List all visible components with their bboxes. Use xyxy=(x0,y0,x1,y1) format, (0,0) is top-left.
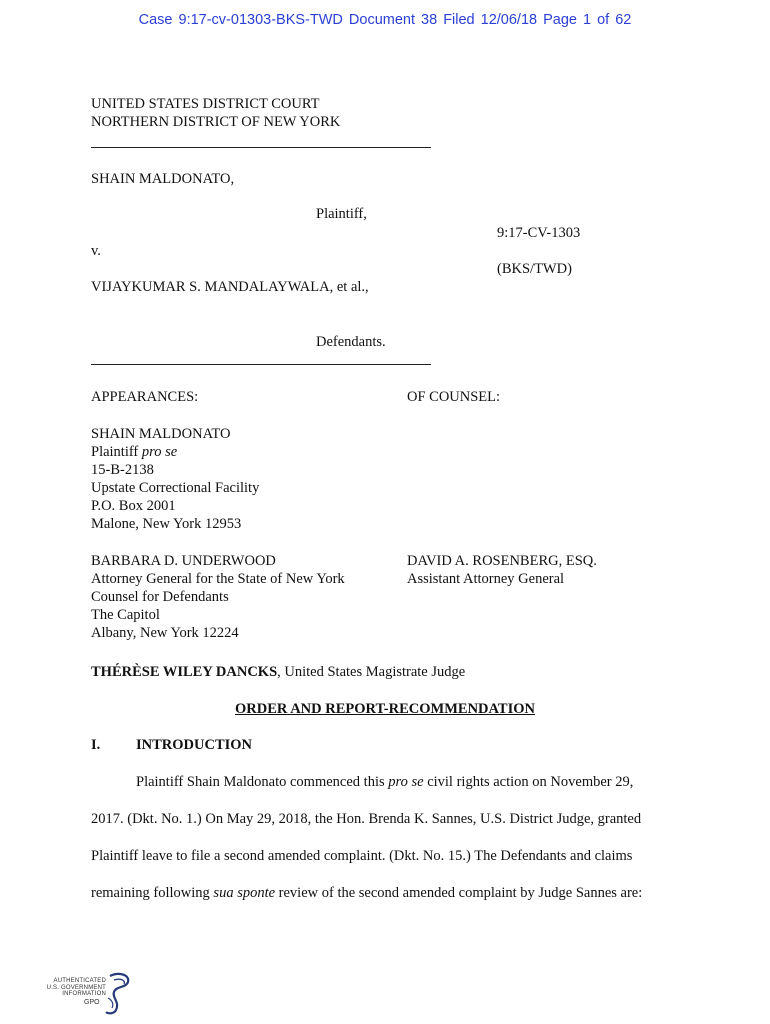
defense-block-city: Albany, New York 12224 xyxy=(91,625,239,641)
logo-gpo: GPO xyxy=(84,999,100,1006)
plaintiff-block-role: Plaintiff pro se xyxy=(91,444,178,460)
defense-block xyxy=(91,552,345,642)
caption-rule-bottom xyxy=(91,364,431,365)
docket-stamp: Case 9:17-cv-01303-BKS-TWD Document 38 Filed 12/06/18 Page 1 of 62 xyxy=(138,12,632,28)
logo-text: AUTHENTICATED U.S. GOVERNMENT INFORMATION xyxy=(46,978,106,997)
plaintiff-block-city: Malone, New York 12953 xyxy=(91,516,242,532)
appearances-heading: APPEARANCES: xyxy=(91,389,199,405)
judge-name: THÉRÈSE WILEY DANCKS xyxy=(91,664,278,680)
paragraph-line-1: Plaintiff Shain Maldonato commenced this pro se civil rights action on November 29, xyxy=(136,774,634,790)
defendant-name: VIJAYKUMAR S. MANDALAYWALA, et al., xyxy=(91,279,369,295)
plaintiff-name: SHAIN MALDONATO, xyxy=(91,171,235,187)
caption-rule-top xyxy=(91,147,431,148)
judge-title: , United States Magistrate Judge xyxy=(277,664,466,680)
court-name: UNITED STATES DISTRICT COURT xyxy=(91,96,320,112)
order-title: ORDER AND REPORT-RECOMMENDATION xyxy=(235,701,535,717)
court-district: NORTHERN DISTRICT OF NEW YORK xyxy=(91,114,341,130)
defense-block-building: The Capitol xyxy=(91,607,160,623)
plaintiff-block-name: SHAIN MALDONATO xyxy=(91,426,231,442)
case-judges: (BKS/TWD) xyxy=(497,261,572,277)
counsel-block-name: DAVID A. ROSENBERG, ESQ. xyxy=(407,553,597,569)
counsel-block-title: Assistant Attorney General xyxy=(407,571,565,587)
defendant-role: Defendants. xyxy=(316,334,386,350)
gpo-authentication-logo xyxy=(44,972,134,1018)
paragraph-line-4: remaining following sua sponte review of the second amended complaint by Judge Sannes are: xyxy=(91,885,643,901)
plaintiff-block-id: 15-B-2138 xyxy=(91,462,154,478)
defense-block-role: Counsel for Defendants xyxy=(91,589,229,605)
plaintiff-role: Plaintiff, xyxy=(316,206,367,222)
plaintiff-block xyxy=(91,425,259,533)
paragraph-line-3: Plaintiff leave to file a second amended complaint. (Dkt. No. 15.) The Defendants and claims xyxy=(91,848,633,864)
case-number: 9:17-CV-1303 xyxy=(497,225,581,241)
section-title: INTRODUCTION xyxy=(136,737,253,753)
plaintiff-block-facility: Upstate Correctional Facility xyxy=(91,480,260,496)
plaintiff-block-box: P.O. Box 2001 xyxy=(91,498,176,514)
judge-line xyxy=(91,663,465,681)
paragraph-line-2: 2017. (Dkt. No. 1.) On May 29, 2018, the Hon. Brenda K. Sannes, U.S. District Judge, granted xyxy=(91,811,642,827)
eagle-icon xyxy=(104,972,132,1016)
versus: v. xyxy=(91,243,101,259)
section-number: I. xyxy=(91,737,101,753)
counsel-block xyxy=(407,552,597,588)
of-counsel-heading: OF COUNSEL: xyxy=(407,389,501,405)
defense-block-title: Attorney General for the State of New York xyxy=(91,571,345,587)
defense-block-name: BARBARA D. UNDERWOOD xyxy=(91,553,276,569)
